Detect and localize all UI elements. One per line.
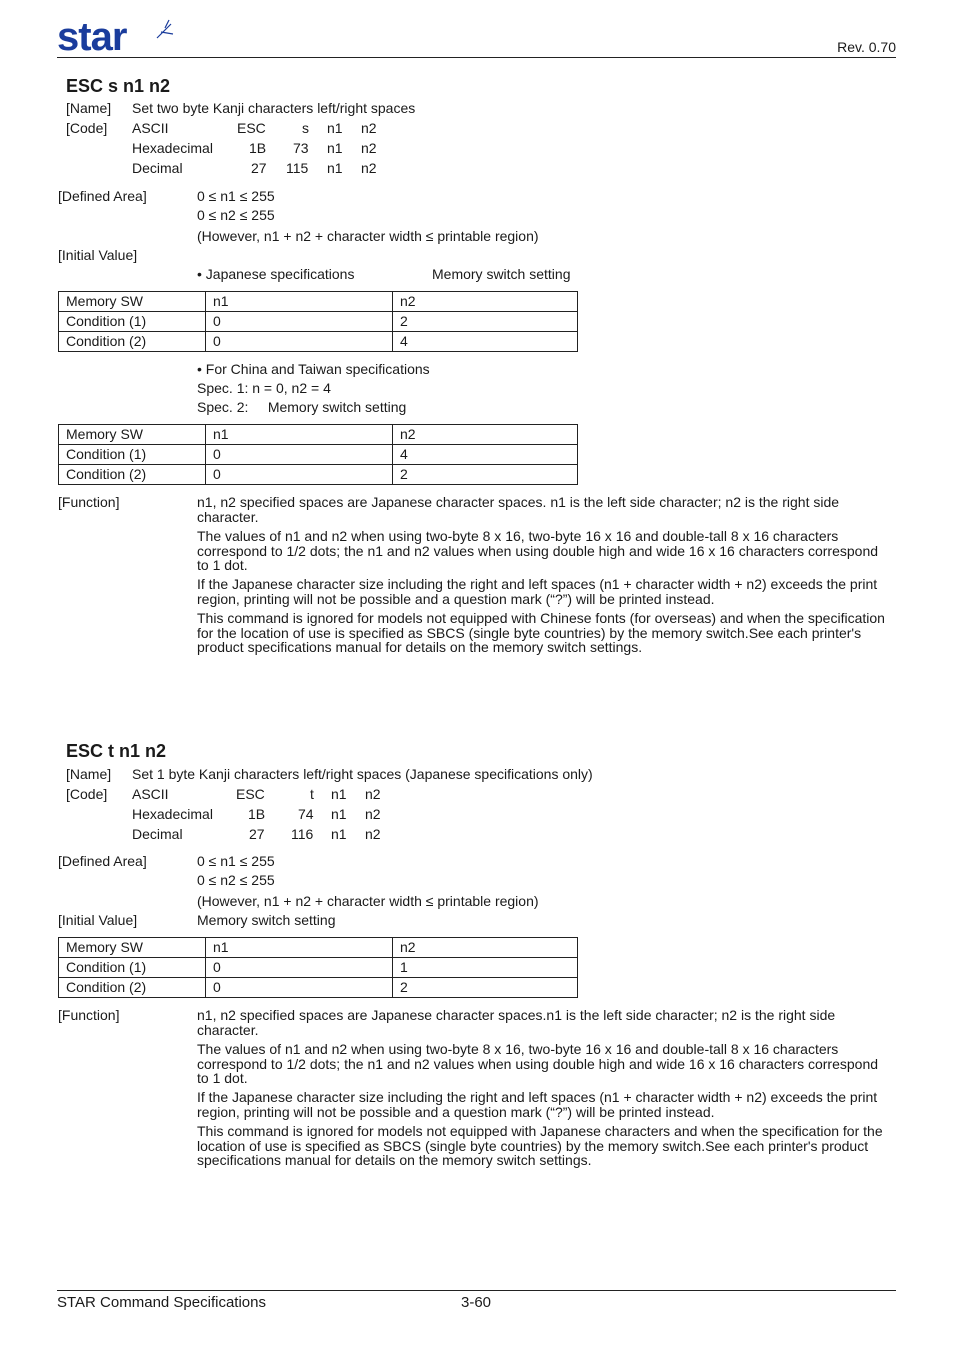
table-cell: n1 [206, 425, 393, 445]
defined-area-line: 0 ≤ n2 ≤ 255 [197, 872, 275, 888]
code-cell: 27 [251, 160, 267, 176]
star-logo [57, 18, 177, 56]
defined-area-line: 0 ≤ n1 ≤ 255 [197, 853, 275, 869]
table-cell: Memory SW [59, 425, 206, 445]
table-row [59, 292, 578, 312]
ascii-label: ASCII [132, 786, 169, 802]
function-paragraph: This command is ignored for models not equipped with Japanese characters and when the specification for the location of use is specified as SBCS (single byte countries) by the memory switch.See each printer's product specifications manual for details on the memory switch settings. [197, 1123, 883, 1168]
section2-name: Set 1 byte Kanji characters left/right spaces (Japanese specifications only) [132, 766, 593, 782]
function-paragraph: The values of n1 and n2 when using two-byte 8 x 16, two-byte 16 x 16 and double-tall 8 x 16 characters correspond to 1/2 dots; the n1 and n2 values when using double high and wide 16 x 16 characters correspond to 1 dot. [197, 528, 879, 573]
defined-area-label: [Defined Area] [58, 853, 147, 869]
code-cell: s [302, 120, 309, 136]
table-cell: Condition (1) [59, 312, 206, 332]
function-paragraph: If the Japanese character size including the right and left spaces (n1 + character width + n2) exceeds the print region, printing will not be possible and a question mark (“?”) will be printed instead. [197, 576, 878, 607]
table-row [59, 958, 578, 978]
table-cell: n2 [393, 292, 578, 312]
defined-area-line: (However, n1 + n2 + character width ≤ printable region) [197, 893, 539, 909]
dec-label: Decimal [132, 160, 183, 176]
initial-value-text: Memory switch setting [197, 912, 336, 928]
table-row [59, 312, 578, 332]
table-cell: 1 [393, 958, 578, 978]
table-cell: 4 [393, 445, 578, 465]
code-cell: n2 [361, 160, 377, 176]
hex-label: Hexadecimal [132, 140, 213, 156]
code-cell: 1B [249, 140, 267, 156]
table-cell: 2 [393, 312, 578, 332]
code-cell: n1 [327, 140, 343, 156]
header-rule [57, 57, 896, 58]
table-cell: n2 [393, 938, 578, 958]
table-cell: 0 [206, 332, 393, 352]
defined-area-label: [Defined Area] [58, 188, 147, 204]
table-row [59, 445, 578, 465]
defined-area-line: 0 ≤ n2 ≤ 255 [197, 207, 275, 223]
function-label: [Function] [58, 1007, 120, 1023]
memory-switch-table-japan [58, 291, 578, 352]
table-cell: 0 [206, 312, 393, 332]
japan-spec-label: • Japanese specifications [197, 266, 355, 282]
table-row [59, 465, 578, 485]
table-cell: Condition (2) [59, 978, 206, 998]
table-cell: Memory SW [59, 938, 206, 958]
initial-value-label: [Initial Value] [58, 247, 138, 263]
code-cell: n1 [331, 826, 347, 842]
footer-rule [57, 1290, 896, 1291]
code-label: [Code] [66, 120, 108, 136]
table-cell: Condition (1) [59, 958, 206, 978]
code-cell: n1 [327, 160, 343, 176]
defined-area-line: (However, n1 + n2 + character width ≤ printable region) [197, 228, 539, 244]
table-cell: Condition (1) [59, 445, 206, 465]
code-cell: n2 [365, 806, 381, 822]
table-cell: Memory SW [59, 292, 206, 312]
japan-setting-label: Memory switch setting [432, 266, 571, 282]
initial-value-label: [Initial Value] [58, 912, 138, 928]
code-cell: n1 [327, 120, 343, 136]
table-cell: 0 [206, 445, 393, 465]
code-cell: n2 [365, 826, 381, 842]
table-cell: 0 [206, 958, 393, 978]
function-label: [Function] [58, 494, 120, 510]
section2-title: ESC t n1 n2 [66, 741, 167, 761]
table-row [59, 332, 578, 352]
spec2-label: Spec. 2: Memory switch setting [197, 399, 407, 415]
defined-area-line: 0 ≤ n1 ≤ 255 [197, 188, 275, 204]
china-spec-label: • For China and Taiwan specifications [197, 361, 430, 377]
code-cell: ESC [237, 120, 266, 136]
table-row [59, 938, 578, 958]
code-cell: n2 [361, 140, 377, 156]
footer-doc-title: STAR Command Specifications [57, 1294, 266, 1311]
table-cell: n1 [206, 938, 393, 958]
table-cell: 0 [206, 978, 393, 998]
function-paragraph: The values of n1 and n2 when using two-byte 8 x 16, two-byte 16 x 16 and double-tall 8 x 16 characters correspond to 1/2 dots; the n1 and n2 values when using double high and wide 16 x 16 characters correspond to 1 dot. [197, 1041, 879, 1086]
code-cell: 116 [291, 826, 314, 842]
code-cell: n1 [331, 806, 347, 822]
page-number: 3-60 [461, 1294, 492, 1311]
function-paragraph: n1, n2 specified spaces are Japanese character spaces.n1 is the left side character; n2 is the right side character. [197, 1007, 836, 1038]
code-cell: 74 [298, 806, 314, 822]
function-paragraph: If the Japanese character size including the right and left spaces (n1 + character width + n2) exceeds the print region, printing will not be possible and a question mark (“?”) will be printed instead. [197, 1089, 878, 1120]
table-row [59, 425, 578, 445]
name-label: [Name] [66, 100, 112, 116]
code-cell: 115 [286, 160, 309, 176]
spec1-label: Spec. 1: n = 0, n2 = 4 [197, 380, 331, 396]
memory-switch-table [58, 937, 578, 998]
code-label: [Code] [66, 786, 108, 802]
table-cell: 4 [393, 332, 578, 352]
memory-switch-table-china [58, 424, 578, 485]
code-cell: n1 [331, 786, 347, 802]
section1-title: ESC s n1 n2 [66, 76, 171, 96]
function-paragraph: n1, n2 specified spaces are Japanese character spaces. n1 is the left side character; n2 is the right side character. [197, 494, 840, 525]
code-cell: 27 [249, 826, 265, 842]
table-cell: 0 [206, 465, 393, 485]
name-label: [Name] [66, 766, 112, 782]
code-cell: t [310, 786, 314, 802]
dec-label: Decimal [132, 826, 183, 842]
table-row [59, 978, 578, 998]
table-cell: Condition (2) [59, 332, 206, 352]
table-cell: 2 [393, 465, 578, 485]
logo-text: star [57, 18, 127, 56]
code-cell: n2 [361, 120, 377, 136]
table-cell: Condition (2) [59, 465, 206, 485]
ascii-label: ASCII [132, 120, 169, 136]
table-cell: n2 [393, 425, 578, 445]
code-cell: ESC [236, 786, 265, 802]
code-cell: n2 [365, 786, 381, 802]
table-cell: 2 [393, 978, 578, 998]
table-cell: n1 [206, 292, 393, 312]
function-paragraph: This command is ignored for models not equipped with Chinese fonts (for overseas) and when the specification for the location of use is specified as SBCS (single byte countries) by the memory switch.See each printer's product specifications manual for details on the memory switch settings. [197, 610, 885, 655]
revision-label: Rev. 0.70 [837, 39, 896, 55]
hex-label: Hexadecimal [132, 806, 213, 822]
section1-name: Set two byte Kanji characters left/right spaces [132, 100, 416, 116]
code-cell: 1B [248, 806, 266, 822]
code-cell: 73 [293, 140, 309, 156]
